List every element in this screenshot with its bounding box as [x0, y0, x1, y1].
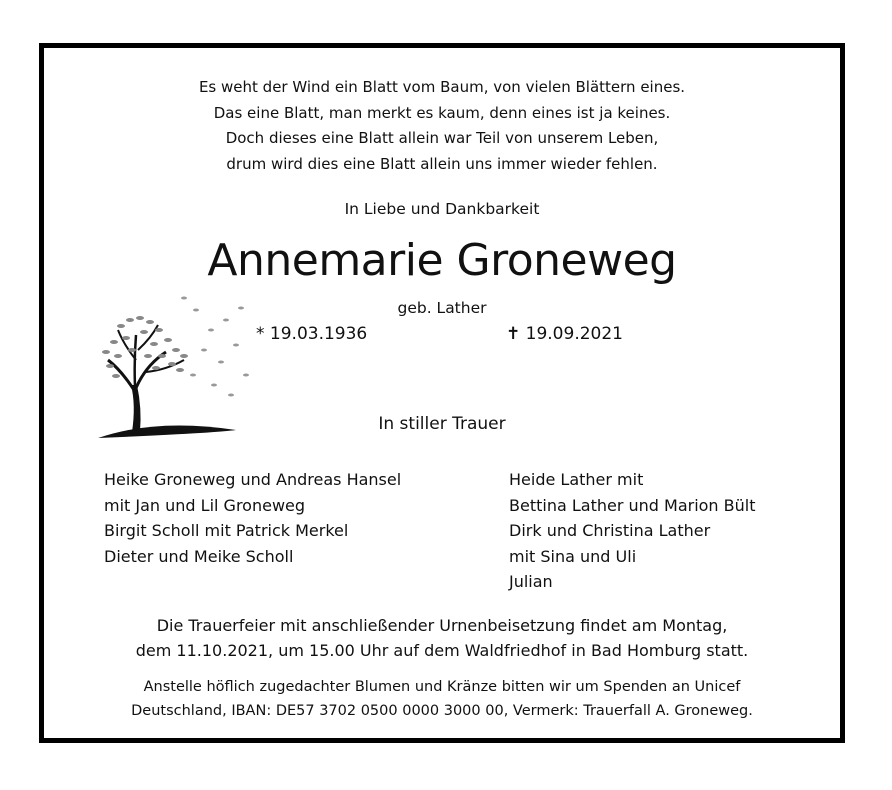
funeral-line: dem 11.10.2021, um 15.00 Uhr auf dem Waldfriedhof in Bad Homburg statt.: [135, 641, 749, 660]
mourner: Heide Lather mit: [509, 470, 644, 489]
mourner: mit Sina und Uli: [509, 546, 637, 566]
death-date: ✝ 19.09.2021: [506, 324, 623, 344]
mourner: Dieter und Meike Scholl: [104, 546, 294, 566]
mourner: Heike Groneweg und Andreas Hansel: [104, 470, 402, 489]
poem-line: Es weht der Wind ein Blatt vom Baum, von vielen Blättern eines.: [198, 78, 686, 96]
donation-info: [44, 675, 840, 723]
mourner: mit Jan und Lil Groneweg: [104, 495, 306, 515]
deceased-name: Annemarie Groneweg: [207, 235, 677, 286]
donation-line: Deutschland, IBAN: DE57 3702 0500 0000 3000 00, Vermerk: Trauerfall A. Groneweg.: [131, 703, 753, 719]
mourner: Birgit Scholl mit Patrick Merkel: [104, 521, 349, 540]
obituary-frame: [39, 43, 845, 743]
birth-date: * 19.03.1936: [256, 324, 368, 344]
mourner: Julian: [509, 572, 553, 591]
mourners-left: [104, 467, 401, 569]
mourners-right: [509, 467, 756, 595]
poem: [44, 75, 840, 177]
funeral-line: Die Trauerfeier mit anschließender Urnenbeisetzung findet am Montag,: [156, 616, 728, 635]
mourning-heading: In stiller Trauer: [378, 414, 506, 434]
poem-line: drum wird dies eine Blatt allein uns immer wieder fehlen.: [226, 154, 658, 173]
poem-line: Doch dieses eine Blatt allein war Teil von unserem Leben,: [225, 129, 659, 147]
funeral-info: [44, 613, 840, 663]
maiden-name: geb. Lather: [397, 299, 487, 317]
mourner: Dirk und Christina Lather: [509, 521, 711, 540]
mourner: Bettina Lather und Marion Bült: [509, 495, 756, 515]
donation-line: Anstelle höflich zugedachter Blumen und Kränze bitten wir um Spenden an Unicef: [143, 679, 741, 695]
dedication: In Liebe und Dankbarkeit: [344, 200, 540, 218]
poem-line: Das eine Blatt, man merkt es kaum, denn eines ist ja keines.: [213, 103, 671, 122]
